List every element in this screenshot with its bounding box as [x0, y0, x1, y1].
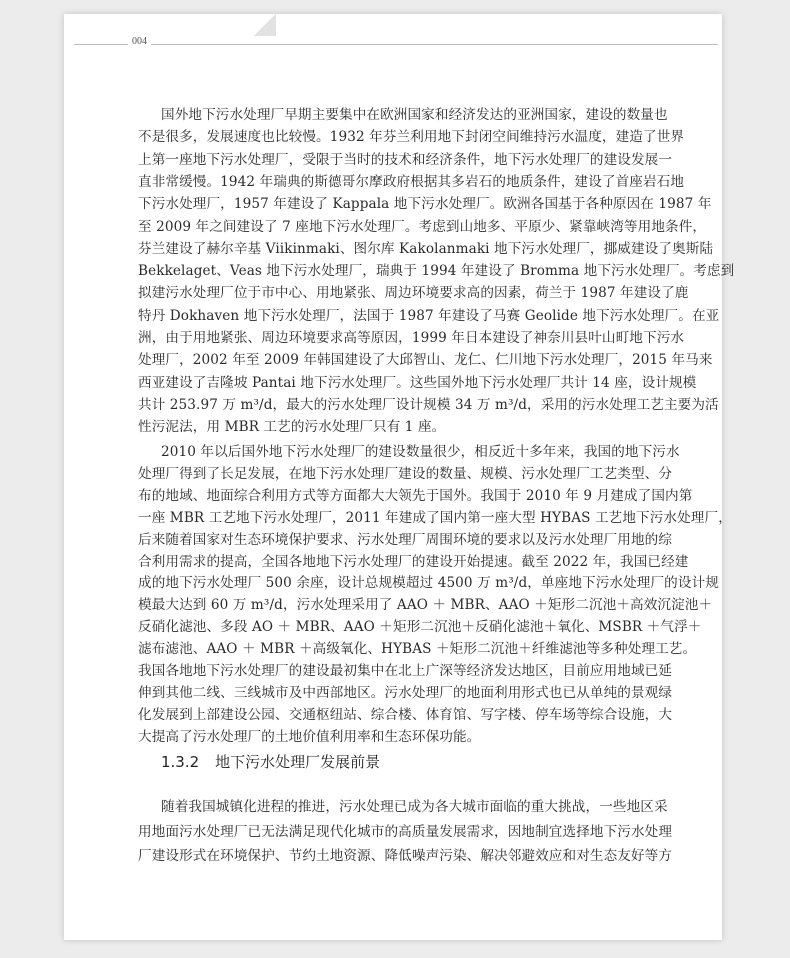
text-line: 下污水处理厂，1957 年建设了 Kappala 地下污水处理厂。欧洲各国基于各种原因在 1987 年	[138, 196, 712, 213]
section-number: 1.3.2	[161, 753, 200, 771]
text-line: 处理厂得到了长足发展，在地下污水处理厂建设的数量、规模、污水处理厂工艺类型、分	[138, 465, 673, 482]
text-line: 化发展到上部建设公园、交通枢纽站、综合楼、体育馆、写字楼、停车场等综合设施，大	[138, 706, 673, 723]
text-line: 不是很多，发展速度也比较慢。1932 年芬兰利用地下封闭空间维持污水温度，建造了世界	[138, 129, 685, 146]
section-title: 地下污水处理厂发展前景	[215, 753, 381, 771]
text-line: 性污泥法，用 MBR 工艺的污水处理厂只有 1 座。	[138, 419, 446, 436]
text-line: 用地面污水处理厂已无法满足现代化城市的高质量发展需求，因地制宜选择地下污水处理	[138, 823, 673, 840]
text-line: 成的地下污水处理厂 500 余座，设计总规模超过 4500 万 m³/d，单座地下污水处理厂的设计规	[138, 575, 719, 592]
text-line: 2010 年以后国外地下污水处理厂的建设数量很少，相反近十多年来，我国的地下污水	[161, 444, 680, 460]
text-line: 拟建污水处理厂位于市中心、用地紧张、周边环境要求高的因素，荷兰于 1987 年建设了鹿	[138, 285, 689, 302]
text-line: 国外地下污水处理厂早期主要集中在欧洲国家和经济发达的亚洲国家，建设的数量也	[161, 107, 668, 123]
text-line: 布的地域、地面综合利用方式等方面都大大领先于国外。我国于 2010 年 9 月建成了国内第	[138, 487, 693, 504]
text-line: 合利用需求的提高，全国各地地下污水处理厂的建设开始提速。截至 2022 年，我国已经建	[138, 553, 689, 570]
text-line: 上第一座地下污水处理厂，受限于当时的技术和经济条件，地下污水处理厂的建设发展一	[138, 151, 673, 168]
text-line: 随着我国城镇化进程的推进，污水处理已成为各大城市面临的重大挑战，一些地区采	[161, 799, 668, 815]
text-line: 西亚建设了吉隆坡 Pantai 地下污水处理厂。这些国外地下污水处理厂共计 14 座，设计规模	[138, 374, 697, 391]
text-line: 一座 MBR 工艺地下污水处理厂，2011 年建成了国内第一座大型 HYBAS 工艺地下污水处理厂，	[138, 509, 732, 526]
text-line: 至 2009 年之间建设了 7 座地下污水处理厂。考虑到山地多、平原少、紧靠峡湾等用地条件，	[138, 218, 707, 235]
text-line: Bekkelaget、Veas 地下污水处理厂，瑞典于 1994 年建设了 Bromma 地下污水处理厂。考虑到	[138, 263, 735, 280]
text-line: 模最大达到 60 万 m³/d，污水处理采用了 AAO ＋ MBR、AAO ＋矩形二沉池＋高效沉淀池＋	[138, 597, 713, 614]
text-line: 处理厂，2002 年至 2009 年韩国建设了大邱智山、龙仁、仁川地下污水处理厂，2015 年马来	[138, 352, 713, 369]
text-line: 我国各地地下污水处理厂的建设最初集中在北上广深等经济发达地区，目前应用地域已延	[138, 663, 673, 679]
text-line: 直非常缓慢。1942 年瑞典的斯德哥尔摩政府根据其多岩石的地质条件，建设了首座岩石地	[138, 173, 685, 190]
book-page	[64, 14, 735, 940]
text-line: 厂建设形式在环境保护、节约土地资源、降低噪声污染、解决邻避效应和对生态友好等方	[138, 848, 673, 864]
text-line: 滤布滤池、AAO ＋ MBR ＋高级氧化、HYBAS ＋矩形二沉池＋纤维滤池等多种处理工艺。	[138, 641, 697, 658]
text-line: 洲，由于用地紧张、周边环境要求高等原因，1999 年日本建设了神奈川县叶山町地下污水	[138, 330, 685, 346]
text-line: 芬兰建设了赫尔辛基 Viikinmaki、图尔库 Kakolanmaki 地下污水处理厂，挪威建设了奥斯陆	[138, 240, 714, 257]
text-line: 共计 253.97 万 m³/d，最大的污水处理厂设计规模 34 万 m³/d，采用的污水处理工艺主要为活	[138, 396, 719, 413]
text-line: 特丹 Dokhaven 地下污水处理厂，法国于 1987 年建设了马赛 Geolide 地下污水处理厂。在亚	[138, 307, 720, 324]
header-rule	[74, 44, 718, 45]
section-heading	[161, 751, 380, 772]
page-corner-fold	[254, 14, 276, 36]
text-line: 伸到其他二线、三线城市及中西部地区。污水处理厂的地面利用形式也已从单纯的景观绿	[138, 684, 673, 701]
text-line: 反硝化滤池、多段 AO ＋ MBR、AAO ＋矩形二沉池＋反硝化滤池＋氧化、MSBR ＋气浮＋	[138, 619, 702, 636]
page-number: 004	[128, 36, 151, 47]
text-line: 大提高了污水处理厂的土地价值利用率和生态环保功能。	[138, 728, 481, 745]
text-line: 后来随着国家对生态环境保护要求、污水处理厂周围环境的要求以及污水处理厂用地的综	[138, 531, 673, 548]
